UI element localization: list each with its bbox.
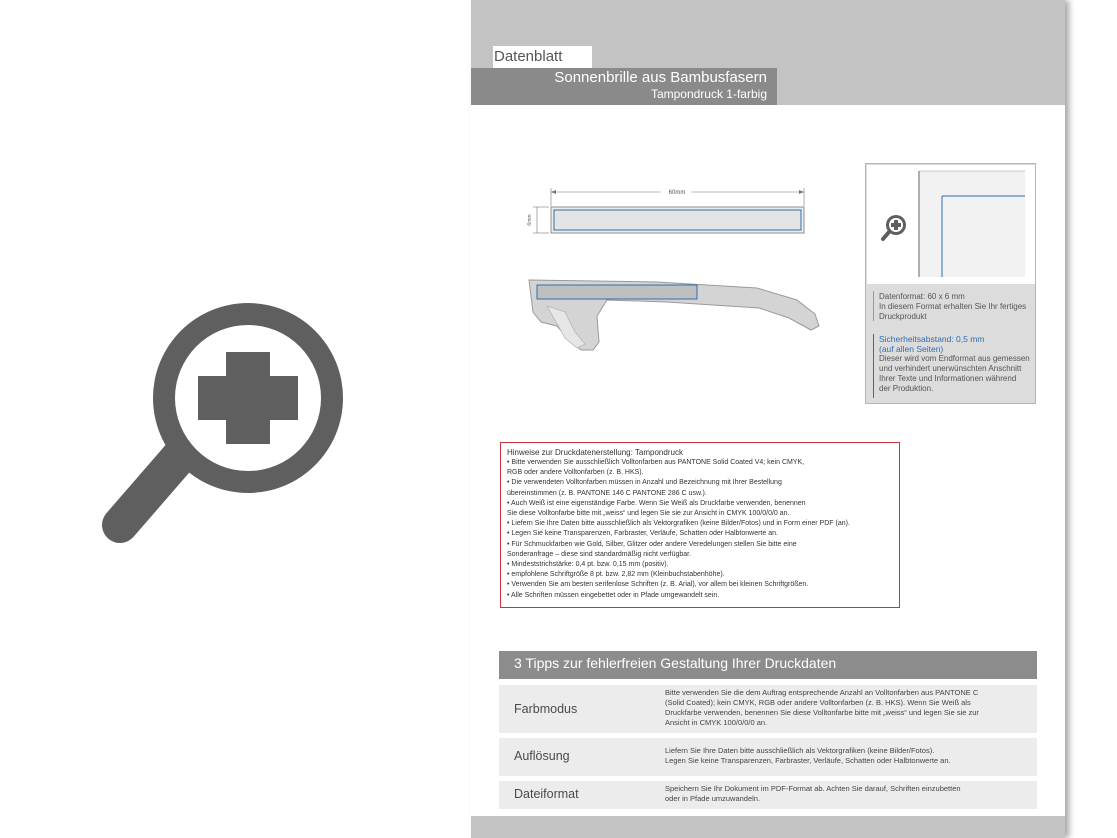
print-area-drawing (527, 182, 807, 238)
safety-title: (auf allen Seiten) (879, 344, 944, 354)
hint-line: • empfohlene Schriftgröße 8 pt. bzw. 2,82 mm (Kleinbuchstabenhöhe). (507, 571, 725, 579)
data-sheet-page (471, 0, 1065, 838)
format-line: Druckprodukt (879, 312, 927, 321)
title-box (471, 68, 777, 105)
tip-text (665, 784, 961, 804)
tips-heading-bar (499, 651, 1037, 679)
sheet-footer-band (471, 816, 1065, 838)
tip-row-farbmodus (499, 685, 1037, 733)
tip-text-line: Druckfarbe verwenden, benennen Sie diese Volltonfarbe bitte mit „weiss“ und legen Sie sie zur (665, 708, 979, 717)
product-subtitle: Tampondruck 1-farbig (650, 87, 767, 101)
safety-line: und verhindert unerwünschten Anschnitt (879, 364, 1022, 373)
hint-line: • Die verwendeten Volltonfarben müssen in Anzahl und Bezeichnung mit Ihrer Bestellung (507, 479, 782, 487)
zoom-in-icon[interactable] (100, 270, 360, 550)
safety-line: Ihrer Texte und Informationen während (879, 374, 1017, 383)
tip-text-line: Legen Sie keine Transparenzen, Farbraster, Verläufe, Schatten oder Halbtonwerte an. (665, 756, 951, 765)
format-info-panel (865, 163, 1036, 404)
hint-line: übereinstimmen (z. B. PANTONE 146 C PANTONE 286 C usw.). (507, 489, 707, 497)
tip-text-line: Liefern Sie Ihre Daten bitte ausschließlich als Vektorgrafiken (keine Bilder/Fotos). (665, 746, 935, 755)
hint-line: • Bitte verwenden Sie ausschließlich Volltonfarben aus PANTONE Solid Coated V4; kein CMYK, (507, 459, 805, 466)
safety-line: Dieser wird vom Endformat aus gemessen (879, 354, 1030, 363)
product-title: Sonnenbrille aus Bambusfasern (554, 69, 767, 86)
format-line: Datenformat: 60 x 6 mm (879, 292, 965, 301)
sheet-tab-label: Datenblatt (493, 46, 592, 68)
tip-text-line: Ansicht in CMYK 100/0/0/0 an. (665, 718, 768, 727)
hint-line: • Mindeststrichstärke: 0,4 pt. bzw. 0,15 mm (positiv). (507, 561, 669, 569)
info-texts (866, 292, 1035, 394)
hints-title: Hinweise zur Druckdatenerstellung: Tampondruck (507, 448, 683, 457)
tip-label: Auflösung (514, 749, 570, 763)
sunglasses-temple-drawing (527, 276, 827, 361)
tip-label: Dateiformat (514, 787, 579, 801)
hint-line: • Liefern Sie Ihre Daten bitte ausschließlich als Vektorgrafiken (keine Bilder/Fotos) und in Form einer PDF (an). (507, 520, 850, 528)
tip-text (665, 746, 951, 766)
tip-row-aufloesung (499, 738, 1037, 776)
height-dimension-label: 6mm (527, 214, 533, 226)
tip-row-dateiformat (499, 781, 1037, 809)
hint-line: • Auch Weiß ist eine eigenständige Farbe. Wenn Sie Weiß als Druckfarbe verwenden, benennen (507, 499, 806, 507)
safety-title: Sicherheitsabstand: 0,5 mm (879, 334, 985, 344)
hint-line: Sonderanfrage – diese sind standardmäßig nicht verfügbar. (507, 550, 692, 558)
width-dimension-label: 60mm (668, 190, 686, 196)
tip-label: Farbmodus (514, 702, 578, 716)
hint-line: RGB oder andere Volltonfarben (z. B. HKS). (507, 469, 644, 477)
hint-line: • Verwenden Sie am besten serifenlose Schriften (z. B. Arial), vor allem bei kleinen Schriftgrößen. (507, 581, 809, 589)
tip-text-line: oder in Pfade umzuwandeln. (665, 794, 761, 803)
tip-text-line: Speichern Sie Ihr Dokument im PDF-Format ab. Achten Sie darauf, Schriften einzubetten (665, 784, 961, 793)
tips-heading: 3 Tipps zur fehlerfreien Gestaltung Ihrer Druckdaten (514, 655, 837, 671)
tip-text-line: Bitte verwenden Sie die dem Auftrag entsprechende Anzahl an Volltonfarben aus PANTONE C (665, 688, 979, 697)
hint-line: Sie diese Volltonfarbe bitte mit „weiss“ und legen Sie sie zur Ansicht in CMYK 100/0/0/0 an. (507, 510, 790, 518)
hint-line: • Legen Sie keine Transparenzen, Farbraster, Verläufe, Schatten oder Halbtonwerte an. (507, 530, 778, 538)
hint-line: • Für Schmuckfarben wie Gold, Silber, Glitzer oder andere Veredelungen stellen Sie bitte eine (507, 540, 797, 548)
safety-line: der Produktion. (879, 384, 934, 393)
hint-line: • Alle Schriften müssen eingebettet oder in Pfade umgewandelt sein. (507, 591, 720, 599)
tip-text-line: (Solid Coated); kein CMYK, RGB oder andere Volltonfarben (z. B. HKS). Wenn Sie Weiß als (665, 698, 971, 707)
tip-text (665, 688, 979, 728)
format-line: In diesem Format erhalten Sie Ihr fertiges (879, 302, 1027, 311)
zoom-in-icon[interactable] (880, 212, 910, 247)
print-hints-box (500, 442, 900, 608)
